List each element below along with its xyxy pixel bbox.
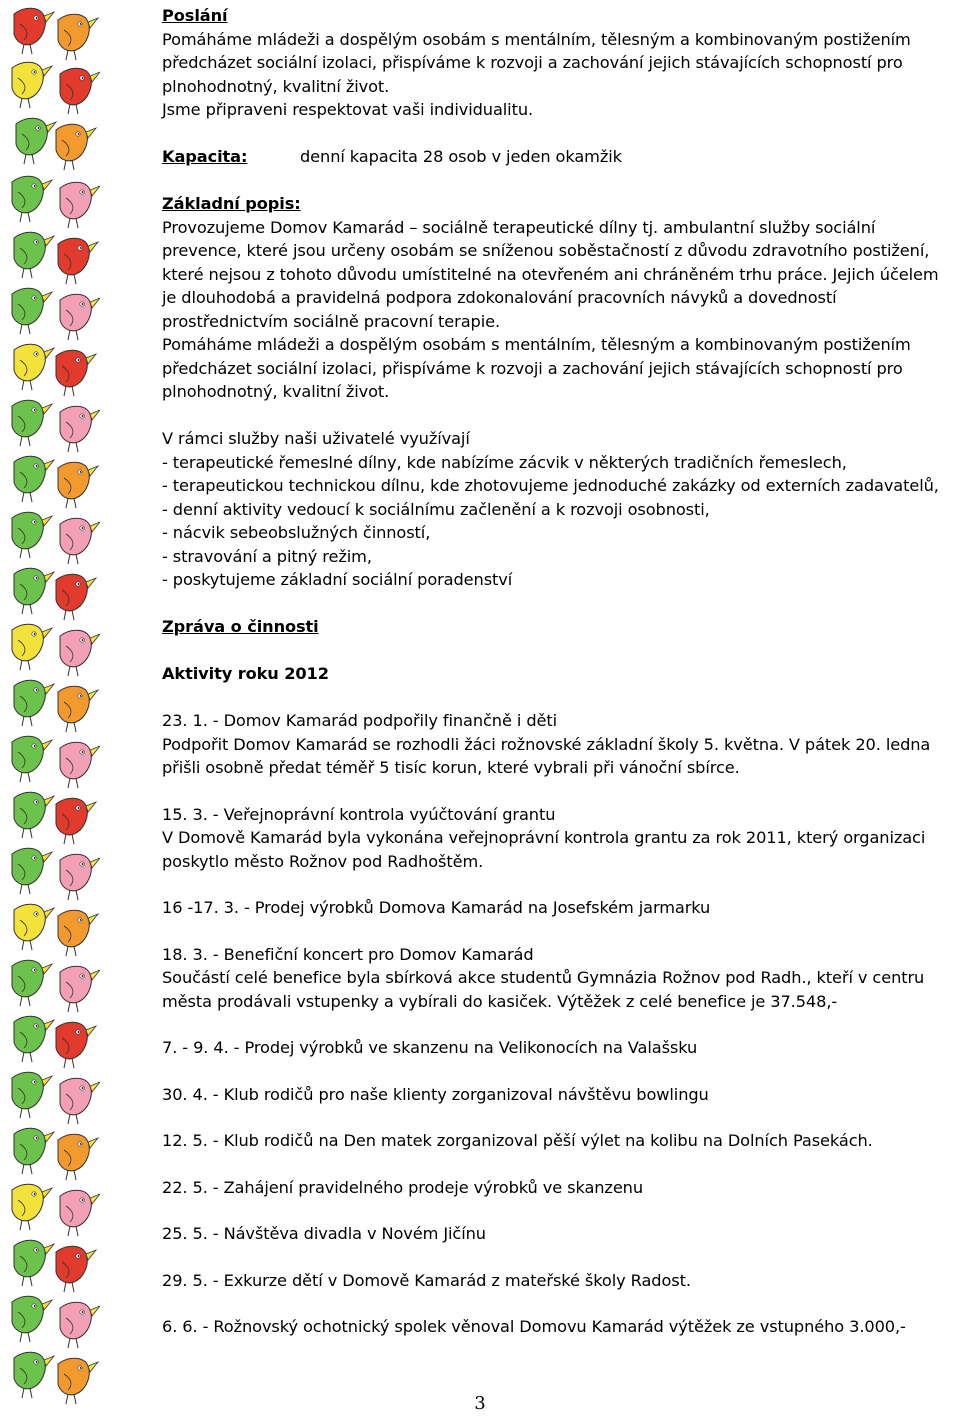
activity-item [162, 1315, 957, 1339]
report-subheading: Aktivity roku 2012 [162, 664, 329, 683]
activity-item [162, 1083, 957, 1107]
activity-title: 22. 5. - Zahájení pravidelného prodeje výrobků ve skanzenu [162, 1177, 643, 1197]
activity-title: 29. 5. - Exkurze dětí v Domově Kamarád z mateřské školy Radost. [162, 1270, 691, 1290]
activity-title: 12. 5. - Klub rodičů na Den matek zorganizoval pěší výlet na kolibu na Dolních Pasekách. [162, 1131, 873, 1150]
activity-item [162, 803, 957, 874]
services-item: - denní aktivity vedoucí k sociálnímu začlenění a k rozvoji osobnosti, [162, 499, 710, 519]
bird-column-left [12, 8, 56, 1398]
document-body [162, 4, 957, 1362]
mission-text: Pomáháme mládeži a dospělým osobám s mentálním, tělesným a kombinovaným postižením předcházet sociální izolaci, přispíváme k rozvoji a zachování jejich stávajících schopností pro plnohodnotný, kvalitní život. [162, 29, 911, 96]
activity-title: 15. 3. - Veřejnoprávní kontrola vyúčtování grantu [162, 804, 556, 824]
capacity-value: denní kapacita 28 osob v jeden okamžik [300, 147, 622, 166]
activity-title: 25. 5. - Návštěva divadla v Novém Jičínu [162, 1224, 486, 1243]
description-heading: Základní popis: [162, 194, 301, 213]
activity-text: V Domově Kamarád byla vykonána veřejnoprávní kontrola grantu za rok 2011, který organizaci poskytlo město Rožnov pod Radhoštěm. [162, 828, 926, 871]
activity-item [162, 1129, 957, 1153]
activities-list [162, 709, 957, 1339]
bird-border-decoration [0, 0, 100, 1417]
description-paragraph-2: Pomáháme mládeži a dospělým osobám s mentálním, tělesným a kombinovaným postižením předcházet sociální izolaci, přispíváme k rozvoji a zachování jejich stávajících schopností pro plnohodnotný, kvalitní život. [162, 335, 911, 401]
activity-title: 30. 4. - Klub rodičů pro naše klienty zorganizoval návštěvu bowlingu [162, 1084, 709, 1104]
activity-item [162, 1222, 957, 1246]
services-intro: V rámci služby naši uživatelé využívají [162, 429, 470, 448]
description-paragraph-1: Provozujeme Domov Kamarád – sociálně terapeutické dílny tj. ambulantní služby sociální prevence, které jsou určeny osobám se sníženou soběstačností z důvodu zdravotního postižení, které nejsou z tohoto důvodu umístitelné na otevřeném ani chráněném trhu práce. Jejich účelem je dlouhodobá a pravidelná podpora zdokonalování pracovních návyků a dovedností prostřednictvím sociálně pracovní terapie. [162, 217, 939, 331]
activity-item [162, 709, 957, 780]
activity-item [162, 1269, 957, 1293]
capacity-label: Kapacita: [162, 147, 248, 166]
bird-column-right [56, 14, 100, 1404]
services-item: - terapeutické řemeslné dílny, kde nabízíme zácvik v některých tradičních řemeslech, [162, 452, 847, 472]
capacity-row [162, 145, 957, 169]
activity-title: 16 -17. 3. - Prodej výrobků Domova Kamarád na Josefském jarmarku [162, 898, 711, 917]
services-item: - stravování a pitný režim, [162, 546, 372, 566]
activity-title: 7. - 9. 4. - Prodej výrobků ve skanzenu na Velikonocích na Valašsku [162, 1038, 698, 1057]
services-item: - poskytujeme základní sociální poradenství [162, 570, 513, 589]
activity-title: 23. 1. - Domov Kamarád podpořily finančně i děti [162, 711, 557, 730]
mission-heading: Poslání [162, 6, 228, 25]
services-item: - nácvik sebeobslužných činností, [162, 523, 431, 542]
activity-item [162, 943, 957, 1014]
activity-item [162, 1176, 957, 1200]
activity-text: Podpořit Domov Kamarád se rozhodli žáci rožnovské základní školy 5. května. V pátek 20. ledna přišli osobně předat téměř 5 tisíc korun, které vybrali při vánoční sbírce. [162, 734, 931, 777]
activity-item [162, 1036, 957, 1060]
activity-title: 6. 6. - Rožnovský ochotnický spolek věnoval Domovu Kamarád výtěžek ze vstupného 3.000,- [162, 1317, 906, 1336]
activity-item [162, 896, 957, 920]
page-number: 3 [474, 1393, 486, 1414]
activity-title: 18. 3. - Benefiční koncert pro Domov Kamarád [162, 944, 534, 964]
services-item: - terapeutickou technickou dílnu, kde zhotovujeme jednoduché zakázky od externích zadavatelů, [162, 476, 939, 495]
report-heading: Zpráva o činnosti [162, 617, 319, 636]
activity-text: Součástí celé benefice byla sbírková akce studentů Gymnázia Rožnov pod Radh., kteří v centru města prodávali vstupenky a vybírali do kasiček. Výtěžek z celé benefice je 37.548,- [162, 968, 925, 1011]
mission-line2: Jsme připraveni respektovat vaši individualitu. [162, 100, 534, 119]
